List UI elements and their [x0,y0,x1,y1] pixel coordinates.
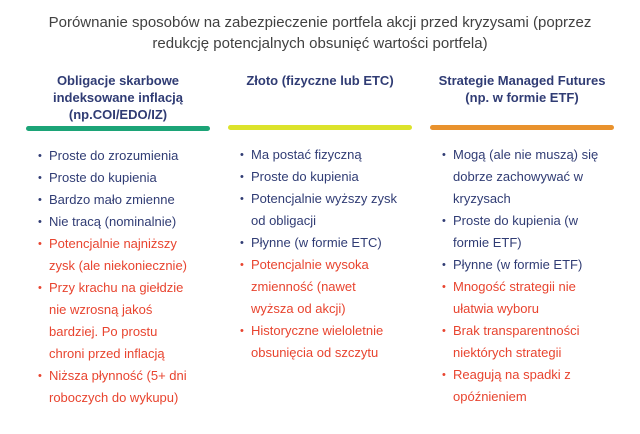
list-item: • Potencjalnie wysoka zmienność (nawet wyższa od akcji) [240,254,398,320]
page-title: Porównanie sposobów na zabezpieczenie portfela akcji przed kryzysami (poprzez redukcję potencjalnych obsunięć wartości portfela) [48,14,592,52]
list-item: • Bardzo mało zmienne [38,189,196,211]
list-item: • Reagują na spadki z opóźnieniem [442,364,600,408]
list-item: • Mogą (ale nie muszą) się dobrze zachowywać w kryzysach [442,144,600,210]
column-accent-bar [228,125,412,130]
column-header: Złoto (fizyczne lub ETC) [246,73,394,89]
column-item-list [430,144,614,408]
column-header: Strategie Managed Futures (np. w formie ETF) [438,73,606,106]
comparison-columns [0,73,640,409]
list-item: • Przy krachu na giełdzie nie wzrosną jakoś bardziej. Po prostu chroni przed inflacją [38,277,196,365]
list-item: • Mnogość strategii nie ułatwia wyboru [442,276,600,320]
column-item-list [26,145,210,409]
column-header: Obligacje skarbowe indeksowane inflacją (np.COI/EDO/IZ) [52,73,184,123]
list-item: • Proste do kupienia [240,166,398,188]
list-item: • Nie tracą (nominalnie) [38,211,196,233]
list-item: • Proste do zrozumienia [38,145,196,167]
comparison-column [26,73,210,409]
comparison-column [430,73,614,409]
list-item: • Historyczne wieloletnie obsunięcia od szczytu [240,320,398,364]
list-item: • Potencjalnie wyższy zysk od obligacji [240,188,398,232]
column-accent-bar [430,125,614,130]
list-item: • Płynne (w formie ETF) [442,254,600,276]
list-item: • Niższa płynność (5+ dni roboczych do wykupu) [38,365,196,409]
list-item: • Proste do kupienia [38,167,196,189]
list-item: • Brak transparentności niektórych strategii [442,320,600,364]
list-item: • Potencjalnie najniższy zysk (ale niekoniecznie) [38,233,196,277]
comparison-column [228,73,412,409]
column-accent-bar [26,126,210,131]
list-item: • Ma postać fizyczną [240,144,398,166]
column-item-list [228,144,412,364]
list-item: • Proste do kupienia (w formie ETF) [442,210,600,254]
list-item: • Płynne (w formie ETC) [240,232,398,254]
